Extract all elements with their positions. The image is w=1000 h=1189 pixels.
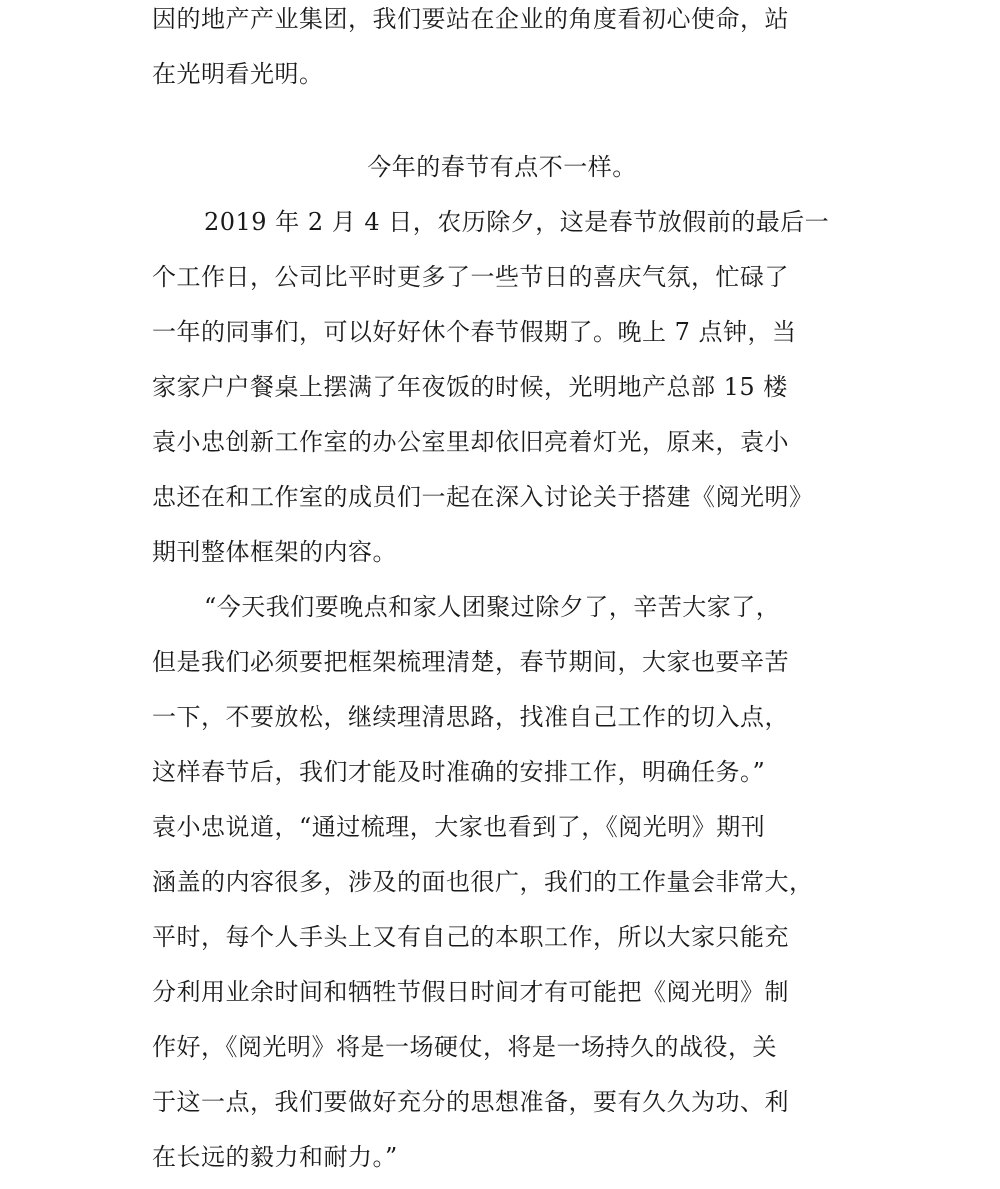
text-line: 期刊整体框架的内容。 (152, 538, 397, 566)
text-line: 个工作日，公司比平时更多了一些节日的喜庆气氛，忙碌了 (152, 263, 789, 291)
text-line: 涵盖的内容很多，涉及的面也很广，我们的工作量会非常大， (152, 868, 814, 896)
text-line: 一下，不要放松，继续理清思路，找准自己工作的切入点， (152, 703, 789, 731)
text-line: 平时，每个人手头上又有自己的本职工作，所以大家只能充 (152, 923, 789, 951)
text-line: 因的地产产业集团，我们要站在企业的角度看初心使命，站 (152, 5, 789, 33)
paragraph-1 (152, 199, 852, 584)
text-line: 袁小忠说道，“通过梳理，大家也看到了，《阅光明》期刊 (152, 813, 766, 841)
text-line: 在长远的毅力和耐力。” (152, 1143, 398, 1171)
paragraph-2 (152, 584, 852, 1189)
text-line: 忠还在和工作室的成员们一起在深入讨论关于搭建《阅光明》 (152, 483, 814, 511)
text-line: 袁小忠创新工作室的办公室里却依旧亮着灯光，原来，袁小 (152, 428, 789, 456)
text-line: 家家户户餐桌上摆满了年夜饭的时候，光明地产总部 15 楼 (152, 373, 788, 401)
text-line: 这样春节后，我们才能及时准确的安排工作，明确任务。” (152, 758, 766, 786)
text-line: 分利用业余时间和牺牲节假日时间才有可能把《阅光明》制 (152, 978, 789, 1006)
text-line: “今天我们要晚点和家人团聚过除夕了，辛苦大家了， (204, 593, 781, 621)
text-line: 作好，《阅光明》将是一场硬仗，将是一场持久的战役，关 (152, 1033, 777, 1061)
text-line: 2019 年 2 月 4 日，农历除夕，这是春节放假前的最后一 (204, 208, 830, 236)
text-line: 一年的同事们，可以好好休个春节假期了。晚上 7 点钟，当 (152, 318, 797, 346)
intro-paragraph (152, 0, 852, 106)
text-line: 在光明看光明。 (152, 60, 324, 88)
text-line: 于这一点，我们要做好充分的思想准备，要有久久为功、利 (152, 1088, 789, 1116)
text-line: 但是我们必须要把框架梳理清楚，春节期间，大家也要辛苦 (152, 648, 789, 676)
document-page (152, 0, 852, 1189)
paragraph-gap (152, 106, 852, 144)
section-heading: 今年的春节有点不一样。 (367, 153, 637, 181)
